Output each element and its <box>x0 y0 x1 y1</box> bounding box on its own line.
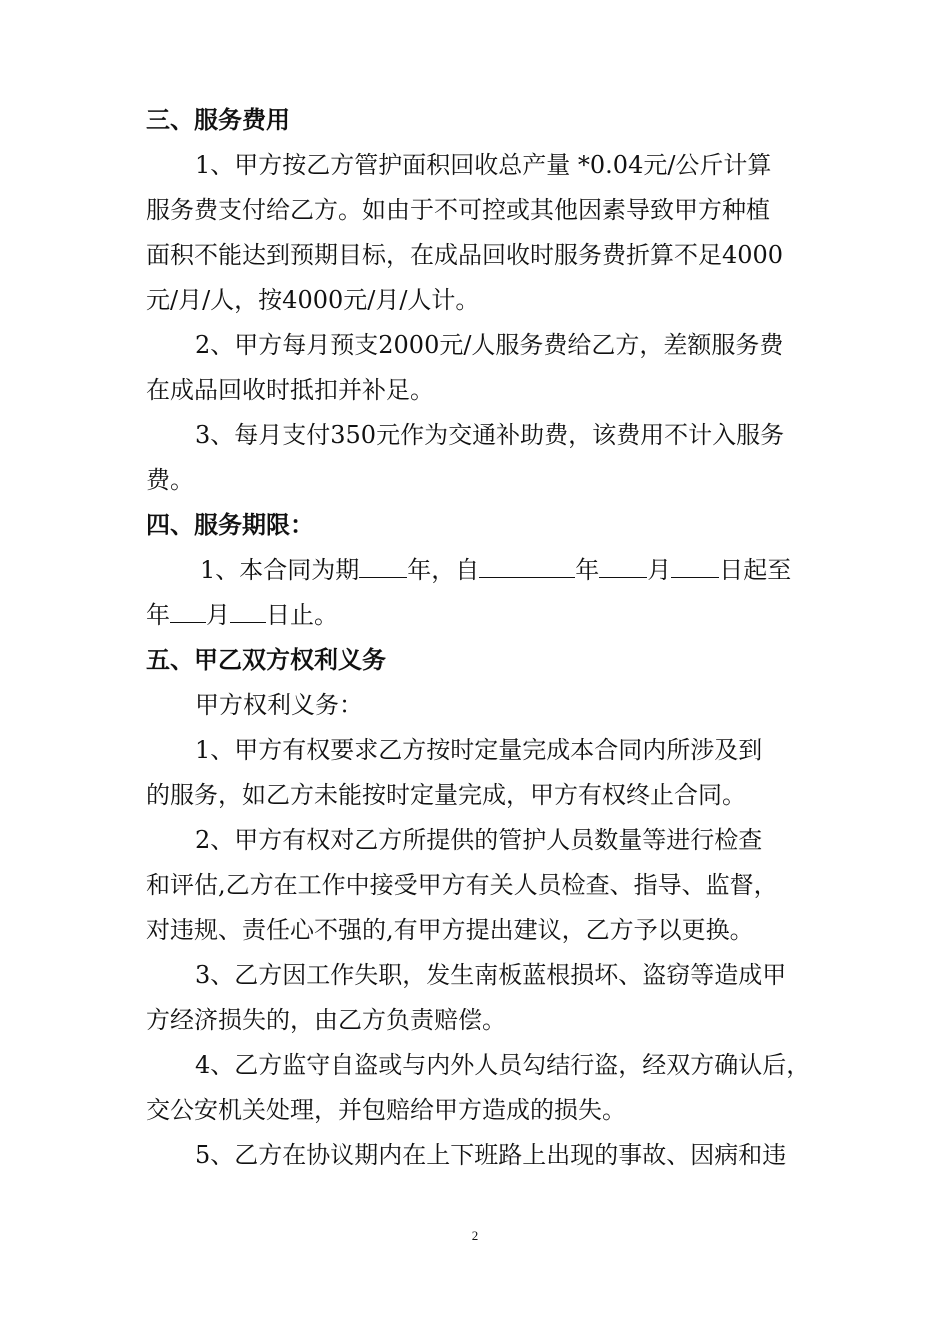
sec3-p1-line3: 面积不能达到预期目标，在成品回收时服务费折算不足4000 <box>146 241 784 269</box>
sec3-p2-line2: 在成品回收时抵扣并补足。 <box>146 376 434 404</box>
term-line-2 <box>146 600 338 630</box>
sec3-p2-line1: 2、甲方每月预支2000元/人服务费给乙方，差额服务费 <box>195 331 784 359</box>
sec3-p3-line1: 3、每月支付350元作为交通补助费，该费用不计入服务 <box>195 421 785 449</box>
term-text-5: 日起至 <box>719 556 792 584</box>
start-day-blank[interactable] <box>671 555 719 578</box>
item-2-line2: 和评估,乙方在工作中接受甲方有关人员检查、指导、监督， <box>146 871 778 899</box>
start-month-blank[interactable] <box>599 555 647 578</box>
item-3-line1: 3、乙方因工作失职，发生南板蓝根损坏、盗窃等造成甲 <box>195 961 787 989</box>
item-2-line1: 2、甲方有权对乙方所提供的管护人员数量等进行检查 <box>195 826 763 854</box>
sec3-p1-line4: 元/月/人，按4000元/月/人计。 <box>146 286 480 314</box>
item-4-line1: 4、乙方监守自盗或与内外人员勾结行盗，经双方确认后， <box>195 1051 811 1079</box>
term-text-6: 年 <box>146 601 170 629</box>
term-line-1 <box>200 555 791 585</box>
item-1-line1: 1、甲方有权要求乙方按时定量完成本合同内所涉及到 <box>195 736 763 764</box>
start-year-blank[interactable] <box>479 555 575 578</box>
term-text-3: 年 <box>575 556 600 584</box>
sec3-p1-line1: 1、甲方按乙方管护面积回收总产量 *0.04元/公斤计算 <box>195 151 772 179</box>
term-text-4: 月 <box>647 556 672 584</box>
term-text-8: 日止。 <box>266 601 338 629</box>
party-a-subheading: 甲方权利义务： <box>195 691 363 719</box>
item-3-line2: 方经济损失的，由乙方负责赔偿。 <box>146 1006 506 1034</box>
end-month-blank[interactable] <box>170 600 206 623</box>
item-4-line2: 交公安机关处理，并包赔给甲方造成的损失。 <box>146 1096 626 1124</box>
term-text-7: 月 <box>206 601 230 629</box>
item-5-line1: 5、乙方在协议期内在上下班路上出现的事故、因病和违 <box>195 1141 787 1169</box>
sec3-p1-line2: 服务费支付给乙方。如由于不可控或其他因素导致甲方种植 <box>146 196 770 224</box>
item-1-line2: 的服务，如乙方未能按时定量完成，甲方有权终止合同。 <box>146 781 746 809</box>
page-number: 2 <box>471 1228 479 1243</box>
section-4-heading: 四、服务期限： <box>146 511 314 539</box>
end-day-blank[interactable] <box>230 600 266 623</box>
section-5-heading: 五、甲乙双方权利义务 <box>146 646 386 674</box>
item-2-line3: 对违规、责任心不强的,有甲方提出建议，乙方予以更换。 <box>146 916 754 944</box>
term-text-1: 1、本合同为期 <box>200 556 360 584</box>
term-text-2: 年，自 <box>407 556 480 584</box>
section-3-heading: 三、服务费用 <box>146 106 290 134</box>
term-years-blank[interactable] <box>359 555 407 578</box>
sec3-p3-line2: 费。 <box>146 466 194 494</box>
